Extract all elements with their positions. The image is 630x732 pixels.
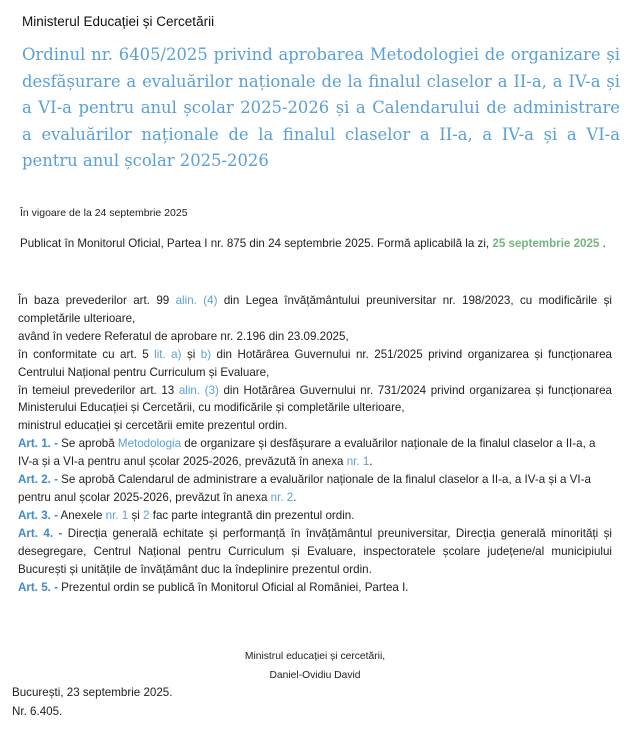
article-text: Direcția generală echitate și performanță în învățământul preuniversitar, Direcția generală minorități și desegregare, Centrul Național pentru Curriculum și Evaluare, inspectoratele școlare județene/al municipiului București și unitățile de învățământ duc la îndeplinire prezentul ordin. [18,526,612,576]
preamble-legal-basis [18,292,612,328]
preamble-text: și [181,347,201,361]
link-alin-3[interactable]: alin. (3) [178,383,219,397]
preamble-text: din Hotărârea Guvernului nr. 731/2024 privind organizarea și funcționarea Ministerului Educației și Cercetării, cu modificările și completările ulterioare, [18,383,612,415]
article-text: Se aprobă Calendarul de administrare a evaluărilor naționale de la finalul claselor a II-a, a IV-a și a VI-a pentru anul școlar 2025-2026, prevăzut în anexa [18,473,591,504]
document-title: Ordinul nr. 6405/2025 privind aprobarea Metodologiei de organizare și desfășurare a evaluărilor naționale de la finalul claselor a II-a, a IV-a și a VI-a pentru anul școlar 2025-2026 și a Calendarului de administrare a evaluărilor naționale de la finalul claselor a II-a, a IV-a și a VI-a pentru anul școlar 2025-2026 [22,45,620,171]
article-label[interactable]: Art. 4. - [18,526,63,540]
article-text: fac parte integrantă din prezentul ordin. [149,508,355,522]
article-text: . [293,490,297,504]
publication-info [20,235,610,253]
article-2 [18,471,612,507]
article-text: Anexele [57,508,106,522]
link-lit-b[interactable]: b) [200,347,212,361]
article-label[interactable]: Art. 3. - [18,508,58,522]
preamble-issue: ministrul educației și cercetării emite prezentul ordin. [18,419,288,433]
publication-end: . [602,237,606,250]
link-lit-a[interactable]: lit. a) [154,347,182,361]
preamble-text: din Hotărârea Guvernului nr. 251/2025 privind organizarea și funcționarea Centrului Național pentru Curriculum și Evaluare, [18,347,612,379]
preamble-conformity [18,346,612,382]
article-label[interactable]: Art. 2. - [18,473,58,487]
link-annex-1[interactable]: nr. 1 [346,455,370,469]
article-text: Prezentul ordin se publică în Monitorul Oficial al României, Partea I. [57,580,409,594]
article-4 [18,525,612,579]
applicable-date[interactable]: 25 septembrie 2025 [492,237,600,250]
article-label[interactable]: Art. 5. - [18,580,58,594]
article-1 [18,435,612,471]
place-date: București, 23 septembrie 2025. [12,686,173,699]
link-annex-1-ref[interactable]: nr. 1 [105,508,129,522]
order-number: Nr. 6.405. [12,705,63,718]
preamble-text: în temeiul prevederilor art. 13 [18,383,179,397]
link-alin-4[interactable]: alin. (4) [175,294,218,307]
preamble-basis [18,382,612,418]
link-annex-2-ref[interactable]: 2 [143,508,150,522]
article-label[interactable]: Art. 1. - [18,437,58,451]
preamble-text: în conformitate cu art. 5 [18,347,155,361]
publication-text: Publicat în Monitorul Oficial, Partea I nr. 875 din 24 septembrie 2025. Formă aplicabilă la zi, [20,237,490,250]
signature-name: Daniel-Ovidiu David [269,670,361,681]
link-annex-2[interactable]: nr. 2 [270,490,294,504]
preamble-text: În baza prevederilor art. 99 [18,294,176,307]
article-3 [18,507,612,525]
issuer-name: Ministerul Educației și Cercetării [22,14,215,29]
article-text: și [128,508,144,522]
preamble-text: din Legea învățământului preuniversitar nr. 198/2023, cu modificările și completările ulterioare, [18,294,612,325]
article-5 [18,579,612,597]
preamble-referat: având în vedere Referatul de aprobare nr. 2.196 din 23.09.2025, [18,329,349,343]
article-text: Se aprobă [57,437,118,451]
link-metodologia[interactable]: Metodologia [117,437,182,451]
article-text: de organizare și desfășurare a evaluărilor naționale de la finalul claselor a II-a, a IV-a și a VI-a pentru anul școlar 2025-2026, prevăzută în anexa [18,437,596,469]
document-body [18,292,612,596]
article-text: . [369,455,373,469]
in-force-note: În vigoare de la 24 septembrie 2025 [20,207,188,219]
signature-role: Ministrul educației și cercetării, [244,651,386,662]
